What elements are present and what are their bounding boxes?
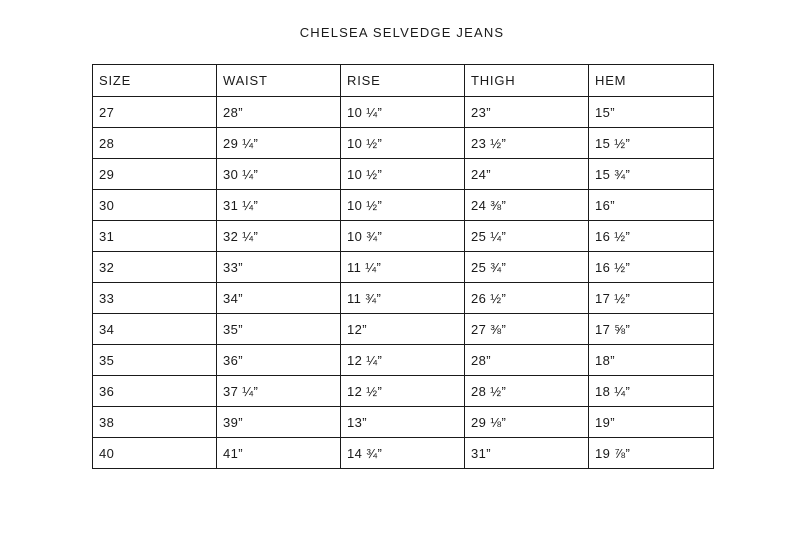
cell-hem: 16 ½” (589, 252, 714, 283)
cell-thigh: 31” (465, 438, 589, 469)
table-header-row (93, 65, 714, 97)
cell-thigh: 29 ⅛” (465, 407, 589, 438)
table-row (93, 345, 714, 376)
cell-waist: 31 ¼” (217, 190, 341, 221)
cell-size: 31 (93, 221, 217, 252)
cell-rise: 12 ¼” (341, 345, 465, 376)
cell-hem: 17 ⅝” (589, 314, 714, 345)
cell-thigh: 26 ½” (465, 283, 589, 314)
header-waist: WAIST (217, 65, 341, 97)
table-row (93, 97, 714, 128)
cell-rise: 12” (341, 314, 465, 345)
cell-rise: 10 ½” (341, 159, 465, 190)
cell-thigh: 24 ⅜” (465, 190, 589, 221)
cell-waist: 28” (217, 97, 341, 128)
cell-waist: 29 ¼” (217, 128, 341, 159)
cell-rise: 11 ¼” (341, 252, 465, 283)
cell-hem: 18 ¼” (589, 376, 714, 407)
cell-size: 34 (93, 314, 217, 345)
cell-rise: 10 ¾” (341, 221, 465, 252)
header-size: SIZE (93, 65, 217, 97)
header-rise: RISE (341, 65, 465, 97)
cell-waist: 32 ¼” (217, 221, 341, 252)
cell-rise: 10 ¼” (341, 97, 465, 128)
cell-size: 28 (93, 128, 217, 159)
cell-rise: 10 ½” (341, 190, 465, 221)
cell-hem: 16” (589, 190, 714, 221)
cell-waist: 33” (217, 252, 341, 283)
cell-size: 29 (93, 159, 217, 190)
cell-size: 32 (93, 252, 217, 283)
cell-hem: 17 ½” (589, 283, 714, 314)
cell-size: 33 (93, 283, 217, 314)
cell-size: 38 (93, 407, 217, 438)
table-row (93, 407, 714, 438)
page-title: CHELSEA SELVEDGE JEANS (299, 25, 505, 40)
table-row (93, 128, 714, 159)
table-row (93, 221, 714, 252)
cell-thigh: 25 ¼” (465, 221, 589, 252)
cell-rise: 14 ¾” (341, 438, 465, 469)
cell-hem: 19” (589, 407, 714, 438)
header-hem: HEM (589, 65, 714, 97)
cell-rise: 10 ½” (341, 128, 465, 159)
cell-hem: 15” (589, 97, 714, 128)
table-row (93, 283, 714, 314)
cell-hem: 15 ½” (589, 128, 714, 159)
cell-thigh: 27 ⅜” (465, 314, 589, 345)
cell-rise: 13” (341, 407, 465, 438)
cell-rise: 12 ½” (341, 376, 465, 407)
table-row (93, 438, 714, 469)
cell-size: 27 (93, 97, 217, 128)
cell-hem: 19 ⅞” (589, 438, 714, 469)
size-chart-table (92, 64, 714, 469)
cell-waist: 30 ¼” (217, 159, 341, 190)
cell-hem: 16 ½” (589, 221, 714, 252)
cell-thigh: 23 ½” (465, 128, 589, 159)
cell-rise: 11 ¾” (341, 283, 465, 314)
cell-size: 40 (93, 438, 217, 469)
cell-thigh: 24” (465, 159, 589, 190)
cell-hem: 15 ¾” (589, 159, 714, 190)
table-row (93, 376, 714, 407)
cell-waist: 34” (217, 283, 341, 314)
cell-waist: 35” (217, 314, 341, 345)
table-row (93, 190, 714, 221)
cell-size: 30 (93, 190, 217, 221)
cell-hem: 18” (589, 345, 714, 376)
table-row (93, 314, 714, 345)
cell-waist: 37 ¼” (217, 376, 341, 407)
cell-thigh: 23” (465, 97, 589, 128)
cell-thigh: 28” (465, 345, 589, 376)
cell-size: 35 (93, 345, 217, 376)
cell-thigh: 25 ¾” (465, 252, 589, 283)
cell-thigh: 28 ½” (465, 376, 589, 407)
table-row (93, 159, 714, 190)
cell-waist: 36” (217, 345, 341, 376)
cell-waist: 41” (217, 438, 341, 469)
cell-size: 36 (93, 376, 217, 407)
header-thigh: THIGH (465, 65, 589, 97)
table-row (93, 252, 714, 283)
cell-waist: 39” (217, 407, 341, 438)
